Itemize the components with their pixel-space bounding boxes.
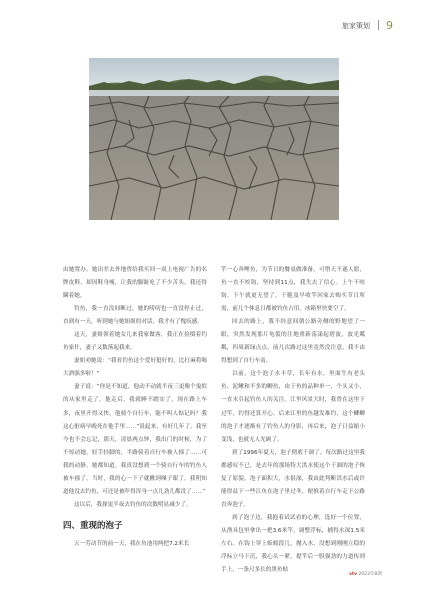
header-divider <box>378 20 379 30</box>
paragraph: 以前，这个泡子水丰草，长年有水，里面生有老头鱼、泥鳅和不多的鲫鱼，由于鱼的品种单一，个头又小，一直未引起钓鱼人的关注。江里风景大时，我曾在这里下过竿，钓得还算开心。后来江里的鱼越发难钓，这个鲫鲫的泡子才逐渐有了钓鱼人的身影，再后来，泡子日益缩小变浅，也就无人光顾了。 <box>221 371 365 443</box>
footer-issue: 2023年8期 <box>358 572 382 577</box>
paragraph: 这以后，我探更半夜去钓鱼的次数明显减少了。 <box>74 501 192 508</box>
footer <box>349 571 382 577</box>
cracked-lakebed-photo <box>89 58 339 220</box>
section-label: 旅家策划 <box>342 22 370 30</box>
left-text-column <box>63 264 207 551</box>
paragraph: 五一劳动节的前一天，我在鱼池用两把7.2米长 <box>74 540 190 547</box>
page-number: 9 <box>386 19 393 32</box>
paragraph: 由她置办。她出差去外地曾给我买回一双上电视广告的名牌皮鞋，却因鞋身瘦，让我的脚趾吃了不少苦头，我还得瞒着她。 <box>63 267 207 300</box>
paragraph: 回去的路上，我不经意间朝公路旁侧的野地望了一眼，突然发现那片龟裂的注地重新荡漾起碧波，波光粼粼，四周新绿点点，前几次路过这里竟然没注意，我不由得想到了自行车南。 <box>221 319 365 365</box>
paragraph: 妻姐劝她说：“我看钓鱼这个爱好挺好的，比打麻将喝大酒强多啦！” <box>63 358 207 378</box>
footer-brand: vtv <box>349 572 358 577</box>
paragraph: 钓鱼，我一直没间断过，她的唠叨也一直没停止过，直到有一天，听到她与她姐姐的对话，我才有了愧疚感。 <box>63 306 207 326</box>
paragraph: 竿一心奔鲤鱼，为节日的餐桌做准备。可惜天不遂人愿，鱼一直不咬钩，坚持到11点，我失去了信心。上午不咬钩，下午就更无望了，干脆及早收竿回家去购买节日所需，前几个休息日都被钓鱼占用，冰箱里快要空了。 <box>221 267 365 313</box>
section-heading: 四、重现的泡子 <box>63 520 123 531</box>
paragraph: 这天，妻姐领着她女儿来我家做客，我正在捡掇着钓鱼家什，妻子又数落起我来。 <box>63 332 207 352</box>
right-text-column <box>221 264 365 577</box>
paragraph: 到了泡子边，我抱着试试看的心理，选好一个位置，从渔具包里拿出一把3.6米竿，调整浮标，捕得水深1.5米左右。在钩上穿上蚯蚓段几，抛入水，没想到刚刚立稳的浮标立马下沉，我心头一紧，提竿后一股强劲的力道传到手上，一条尺多长的黑鱼贴 <box>221 514 365 574</box>
paragraph: 妻子说：“你是不知道，他动不动就半夜三更像个鬼似的从家里走了，他走后，我就睡不踏实了，现在路上车多，夜里开得又快，他骑个自行车，能不叫人惦记吗？我这心脏病早晚死在他手里……”说起来，有好几年了，我至今也不会忘记，那天，凌晨两点钟，我出门的时候，为了不惊动她，轻手轻脚的，半路骑着自行车被人撞了……可我的动静，她都知道。我真没想到一个骑自行车的钓鱼人被车撞了，当时，我的心一下子就揪到嗓子眼了。我明知道他没去钓鱼，可还是被吓得浑身一点儿劲儿都没了……” <box>63 384 207 495</box>
paragraph: 到了1996年夏天，泡子彻底干涸了。每次路过这里我都感叹不已，是去年的那场特大洪水使这个干涸的泡子恢复了原貌，泡子面积大，水很深，我由此判断洪水后或许能得益下一些江鱼在泡子里过冬，便推着自行车走下公路直奔泡子。 <box>221 449 365 508</box>
